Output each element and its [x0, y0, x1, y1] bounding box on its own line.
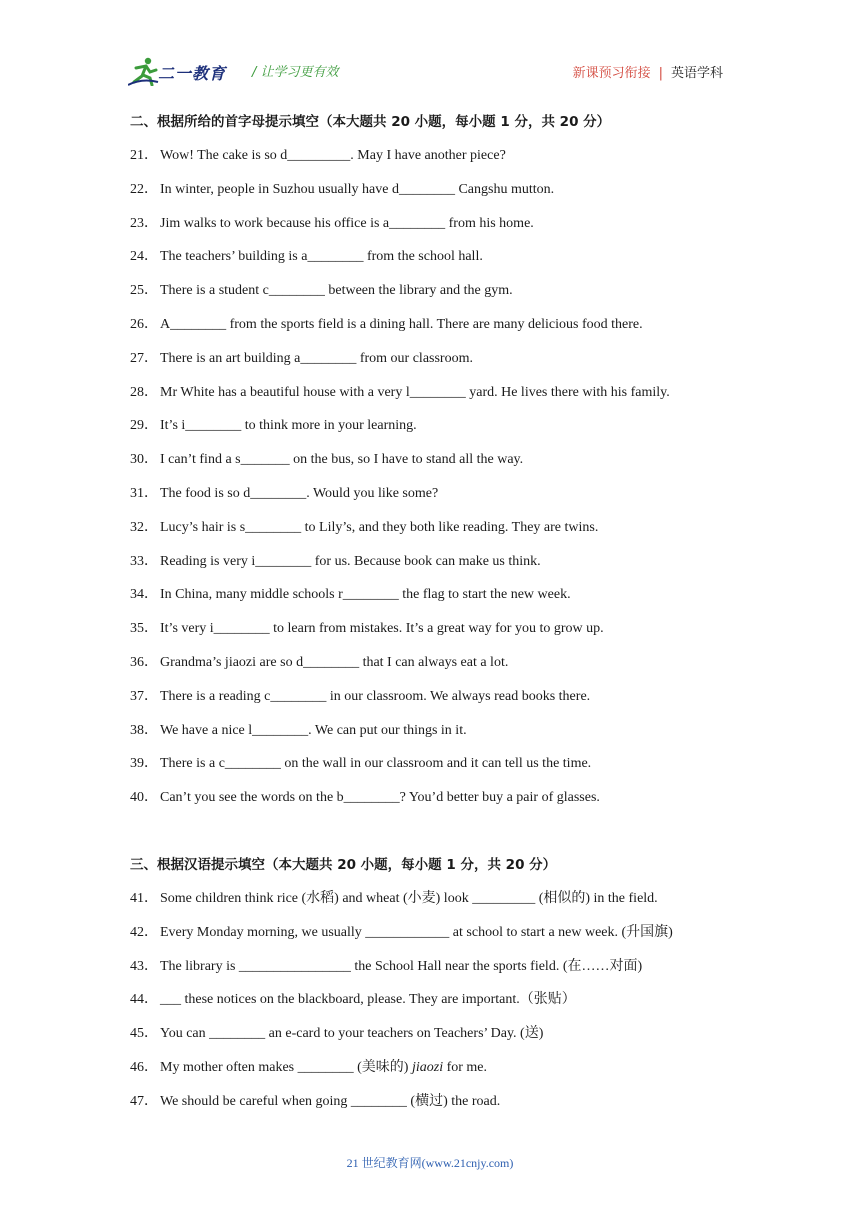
question-item	[130, 582, 750, 616]
question-number: 45．	[130, 1026, 158, 1042]
question-text: It’s very i________ to learn from mistakes. It’s a great way for you to grow up.	[160, 621, 604, 637]
question-text: Some children think rice (水稻) and wheat (小麦) look _________ (相似的) in the field.	[160, 890, 658, 906]
question-number: 23．	[130, 215, 158, 231]
question-item	[130, 1089, 750, 1123]
question-text: There is a student c________ between the library and the gym.	[160, 283, 513, 299]
header-subject-info	[573, 62, 723, 81]
question-text: A________ from the sports field is a dining hall. There are many delicious food there.	[160, 316, 643, 332]
section-2-title: 二、根据所给的首字母提示填空（本大题共 20 小题，每小题 1 分，共 20 分）	[130, 114, 611, 130]
question-item	[130, 751, 750, 785]
slogan: / 让学习更有效	[252, 65, 339, 80]
question-item	[130, 920, 750, 954]
question-text: Can’t you see the words on the b________? You’d better buy a pair of glasses.	[160, 790, 600, 806]
question-item	[130, 886, 750, 920]
question-italic-word: jiaozi	[411, 1059, 444, 1075]
question-text: My mother often makes ________ (美味的)	[160, 1059, 412, 1075]
question-text: Mr White has a beautiful house with a very l________ yard. He lives there with his family.	[160, 384, 670, 400]
question-item	[130, 447, 750, 481]
question-item	[130, 143, 750, 177]
question-text: We should be careful when going ________ (横过) the road.	[160, 1093, 501, 1109]
course-title: 新课预习衔接	[572, 66, 651, 81]
question-number: 36．	[130, 654, 158, 670]
question-text: In China, many middle schools r________ the flag to start the new week.	[160, 587, 571, 603]
question-number: 22．	[130, 181, 158, 197]
question-item	[130, 413, 750, 447]
question-number: 38．	[130, 722, 158, 738]
question-text: Wow! The cake is so d_________. May I have another piece?	[160, 148, 506, 163]
question-item	[130, 380, 750, 414]
question-number: 37．	[130, 688, 158, 704]
question-number: 40．	[130, 790, 158, 806]
question-text: It’s i________ to think more in your learning.	[160, 418, 417, 434]
section-3-title: 三、根据汉语提示填空（本大题共 20 小题，每小题 1 分，共 20 分）	[130, 856, 557, 873]
question-text: In winter, people in Suzhou usually have d________ Cangshu mutton.	[160, 181, 555, 197]
question-number: 31．	[130, 485, 158, 501]
question-number: 25．	[130, 283, 158, 299]
question-item	[130, 1021, 750, 1055]
question-number: 43．	[130, 958, 158, 974]
question-item	[130, 718, 750, 752]
question-item	[130, 616, 750, 650]
question-number: 28．	[130, 384, 158, 400]
question-item	[130, 278, 750, 312]
question-text: The food is so d________. Would you like some?	[160, 485, 439, 501]
question-text: There is a c________ on the wall in our classroom and it can tell us the time.	[160, 756, 592, 772]
section-3-questions	[130, 886, 750, 1123]
footer-source: 21 世纪教育网(www.21cnjy.com)	[346, 1156, 514, 1170]
question-number: 35．	[130, 621, 158, 637]
question-number: 30．	[130, 452, 158, 468]
logo	[128, 56, 268, 88]
question-text: We have a nice l________. We can put our things in it.	[160, 722, 467, 738]
question-text: Jim walks to work because his office is a________ from his home.	[160, 215, 534, 231]
question-item	[130, 177, 750, 211]
question-item	[130, 312, 750, 346]
subject-label: 英语学科	[670, 66, 723, 81]
question-number: 39．	[130, 756, 158, 772]
question-item	[130, 481, 750, 515]
question-number: 33．	[130, 553, 158, 569]
question-item	[130, 211, 750, 245]
question-text: Every Monday morning, we usually ____________ at school to start a new week. (升国旗)	[160, 924, 673, 940]
question-number: 34．	[130, 587, 158, 603]
question-text: The library is ________________ the School Hall near the sports field. (在……对面)	[160, 958, 643, 974]
logo-text: 二一教育	[158, 64, 227, 83]
question-item	[130, 515, 750, 549]
question-number: 27．	[130, 350, 158, 366]
question-text: Grandma’s jiaozi are so d________ that I can always eat a lot.	[160, 654, 509, 670]
runner-logo-icon	[128, 56, 160, 86]
question-text: for me.	[443, 1059, 488, 1075]
question-text: ___ these notices on the blackboard, please. They are important.（张贴）	[160, 992, 576, 1008]
question-item	[130, 244, 750, 278]
question-number: 47．	[130, 1093, 158, 1109]
page-header	[0, 0, 860, 100]
question-text: There is a reading c________ in our classroom. We always read books there.	[160, 688, 591, 704]
question-number: 21．	[130, 148, 158, 163]
worksheet-content	[130, 109, 750, 1123]
question-text: I can’t find a s_______ on the bus, so I have to stand all the way.	[160, 452, 524, 468]
question-item	[130, 987, 750, 1021]
question-number: 24．	[130, 249, 158, 265]
question-number: 46．	[130, 1059, 158, 1075]
question-text: The teachers’ building is a________ from the school hall.	[160, 249, 483, 265]
question-text: You can ________ an e-card to your teachers on Teachers’ Day. (送)	[160, 1026, 544, 1042]
question-item	[130, 549, 750, 583]
question-item	[130, 346, 750, 380]
question-number: 42．	[130, 924, 158, 940]
question-number: 26．	[130, 316, 158, 332]
question-number: 32．	[130, 519, 158, 535]
section-2-questions	[130, 143, 750, 819]
question-number: 44．	[130, 992, 158, 1008]
question-item	[130, 650, 750, 684]
question-item	[130, 1055, 750, 1089]
question-text: There is an art building a________ from our classroom.	[160, 350, 473, 366]
question-item	[130, 684, 750, 718]
header-separator: |	[658, 66, 663, 81]
question-text: Reading is very i________ for us. Because book can make us think.	[160, 553, 541, 569]
question-number: 29．	[130, 418, 158, 434]
question-item	[130, 954, 750, 988]
question-item	[130, 785, 750, 819]
question-number: 41．	[130, 890, 158, 906]
question-text: Lucy’s hair is s________ to Lily’s, and they both like reading. They are twins.	[160, 519, 599, 535]
